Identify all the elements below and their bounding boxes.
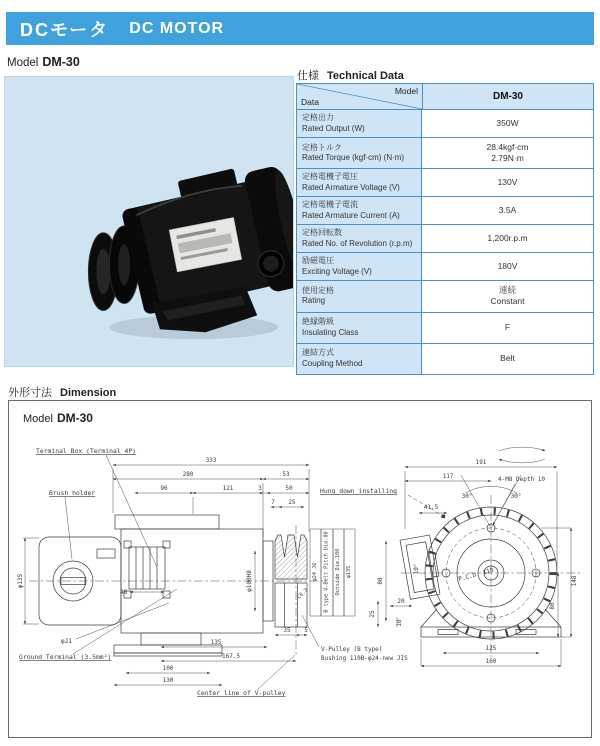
dim-label: 148 <box>571 575 578 587</box>
pcd-label: P.C.D. 118 <box>457 566 495 583</box>
hung-down-label: Hung down installing <box>320 487 397 495</box>
dim-label: φ135 <box>346 565 352 579</box>
dim-label: 53 <box>282 471 290 478</box>
dim-label: 80 <box>549 602 556 610</box>
v-pulley-bushing-label: Bushing 110B-φ24-new JIS <box>321 655 408 662</box>
row-value: F <box>504 321 511 332</box>
corner-model-label: Model <box>394 86 418 96</box>
row-label-jp: 定格出力 <box>302 113 334 123</box>
row-label-en: Rated Armature Voltage (V) <box>302 182 400 192</box>
dim-label: 10° <box>413 563 420 575</box>
dim-label: 80 <box>377 577 384 585</box>
terminal-box-label: Terminal Box (Terminal 4P) <box>36 447 137 455</box>
motor-photo-illustration <box>5 77 293 366</box>
dim-label: 25 <box>369 610 376 618</box>
row-value: 350W <box>496 117 519 128</box>
drawing-model-value: DM-30 <box>56 411 93 425</box>
dim-label: 48 <box>120 589 128 596</box>
dim-label: 280 <box>182 471 194 478</box>
row-label-jp: 励磁電圧 <box>302 256 334 266</box>
dimension-heading-jp: 外形寸法 <box>8 387 52 399</box>
dim-label: 130 <box>162 677 174 684</box>
spec-heading <box>297 67 404 83</box>
row-label-en: Insulating Class <box>302 327 359 337</box>
dim-label: 35 <box>283 627 291 634</box>
page-title-jp: DCモータ <box>20 19 110 40</box>
dim-label: Outside Dia.100 <box>335 548 341 596</box>
dim-label: 20 <box>397 598 405 605</box>
dim-label: 10 <box>396 619 403 627</box>
dim-label: φ135 <box>17 573 24 589</box>
row-value2: Constant <box>490 296 525 307</box>
row-label-jp: 定格回転数 <box>302 228 342 238</box>
dim-label: φ100H8 <box>246 570 253 592</box>
table-row <box>297 344 593 374</box>
technical-drawing <box>9 401 593 739</box>
row-label-en: Rating <box>302 296 326 306</box>
dim-label: 50 <box>285 485 293 492</box>
dim-label: 3 <box>258 485 262 492</box>
corner-data-label: Data <box>301 97 319 107</box>
rotation-arrows-icon <box>499 447 545 463</box>
row-label-en: Rated No. of Revolution (r.p.m) <box>302 238 413 248</box>
dim-label: 121 <box>222 485 234 492</box>
table-row <box>297 169 593 197</box>
table-row <box>297 313 593 344</box>
row-value: 1,200r.p.m <box>487 233 528 244</box>
center-line-label: Center line of V-pulley <box>197 689 286 697</box>
dim-label: 191 <box>475 459 487 466</box>
page-title-en: DC MOTOR <box>129 19 225 37</box>
dim-label: C0.3 <box>296 587 310 601</box>
row-value: 180V <box>497 261 518 272</box>
v-pulley-label: V-Pulley (B type) <box>321 646 383 653</box>
row-label-jp: 定格電機子電流 <box>302 200 358 210</box>
dim-label: 25 <box>288 499 296 506</box>
dim-label: φ21 <box>61 638 72 645</box>
table-row <box>297 197 593 225</box>
model-line <box>7 55 80 69</box>
table-row <box>297 253 593 281</box>
row-label-jp: 定格トルク <box>302 142 342 152</box>
dimension-heading-en: Dimension <box>60 387 117 399</box>
table-row <box>297 225 593 253</box>
dim-label: 96 <box>160 485 168 492</box>
dimension-heading <box>8 384 116 400</box>
row-label-en: Rated Torque (kgf·cm) (N·m) <box>302 153 405 163</box>
row-label-en: Exciting Voltage (V) <box>302 266 372 276</box>
dim-label: 167.5 <box>221 653 241 660</box>
header-banner <box>6 12 594 45</box>
model-value: DM-30 <box>42 55 80 69</box>
dim-label: 7 <box>271 499 275 506</box>
dim-label: φ24 J6 <box>312 562 318 582</box>
spec-heading-jp: 仕様 <box>297 70 319 82</box>
dim-label: 30° <box>461 493 473 500</box>
table-header-row <box>297 84 593 110</box>
row-value: Belt <box>500 353 515 364</box>
row-value: 3.5A <box>498 205 517 216</box>
row-value: 28.4kgf·cm <box>486 141 529 152</box>
dim-label: 117 <box>442 473 454 480</box>
dim-label: 5 <box>304 627 308 634</box>
row-label-jp: 定格電機子電圧 <box>302 172 358 182</box>
row-label-jp: 絶縁階級 <box>302 317 334 327</box>
table-row <box>297 110 593 138</box>
row-value2: 2.79N·m <box>491 153 524 164</box>
row-label-jp: 連結方式 <box>302 348 334 358</box>
drawing-model-label: Model <box>23 413 53 425</box>
technical-data-table <box>296 83 594 375</box>
dimension-drawing-box <box>8 400 592 738</box>
row-value: 130V <box>497 177 518 188</box>
table-row <box>297 281 593 312</box>
product-photo <box>4 76 294 367</box>
dim-label: 41.5 <box>423 504 439 511</box>
model-label: Model <box>7 57 39 69</box>
column-header-dm30: DM-30 <box>423 84 593 109</box>
dim-label: 135 <box>210 639 222 646</box>
ground-terminal-label: Ground Terminal (3.5mm²) <box>19 653 112 661</box>
dim-label: 125 <box>485 645 497 652</box>
dim-label: 30° <box>510 493 522 500</box>
dim-label: B type V-Belt Pitch Dia.80 <box>323 531 330 613</box>
row-label-jp: 使用定格 <box>302 285 334 295</box>
dim-label: 160 <box>485 658 497 665</box>
brush-holder-label: Brush holder <box>49 489 96 497</box>
row-value: 連続 <box>498 284 516 295</box>
row-label-en: Coupling Method <box>302 358 363 368</box>
m8-depth-label: 4-M8 Depth 10 <box>498 476 545 483</box>
dim-label: 333 <box>205 457 217 464</box>
row-label-en: Rated Armature Current (A) <box>302 210 400 220</box>
spec-heading-en: Technical Data <box>327 70 404 82</box>
table-row <box>297 138 593 169</box>
table-corner-cell <box>297 84 423 109</box>
row-label-en: Rated Output (W) <box>302 123 365 133</box>
dim-label: 100 <box>162 665 174 672</box>
